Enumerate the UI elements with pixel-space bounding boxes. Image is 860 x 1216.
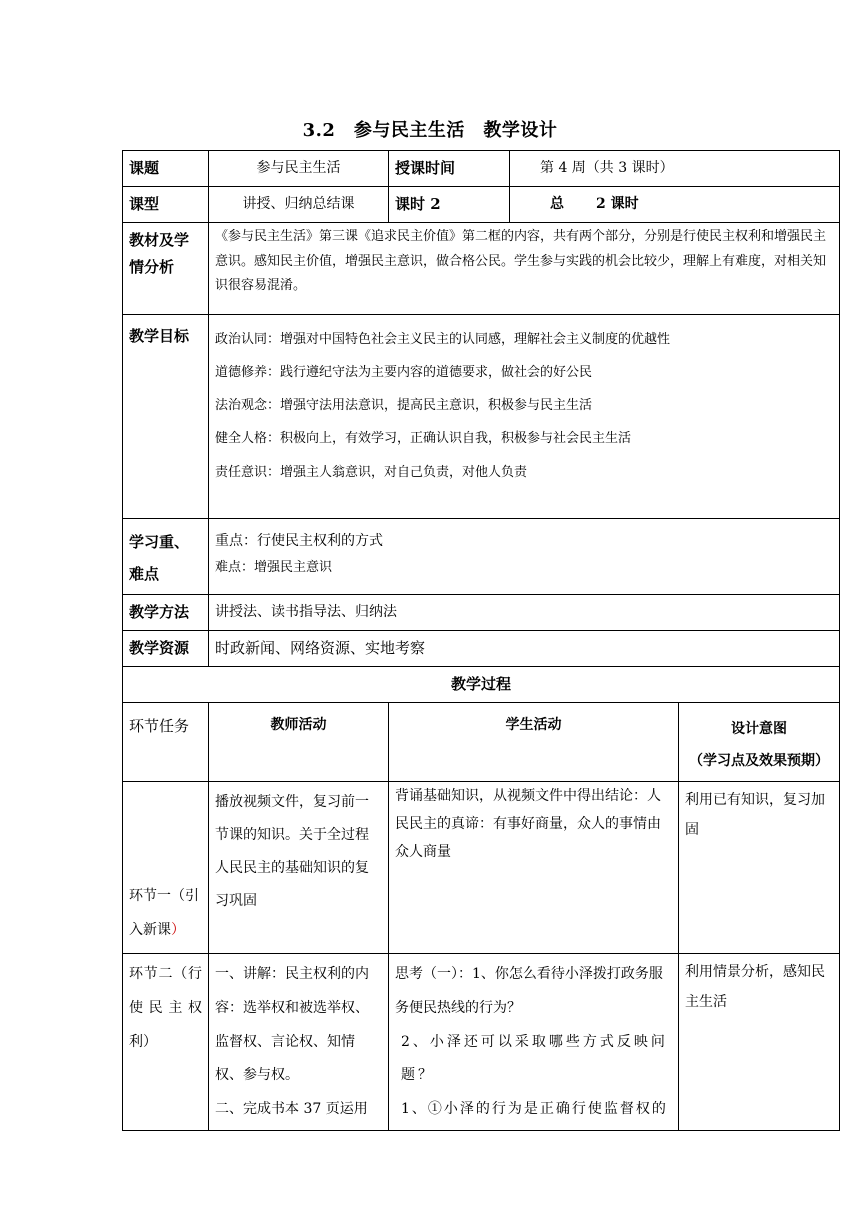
total-cell xyxy=(510,187,840,223)
methods-row xyxy=(123,595,840,631)
process-step-row xyxy=(123,782,840,954)
step-task-end: ） xyxy=(171,921,185,938)
time-label: 授课时间 xyxy=(389,151,510,187)
type-label: 课型 xyxy=(123,187,209,223)
methods-label: 教学方法 xyxy=(123,595,209,631)
key-points-cell xyxy=(209,519,840,595)
analysis-text: 《参与民主生活》第三课《追求民主价值》第二框的内容，共有两个部分，分别是行使民主权利和增强民主意识。感知民主价值，增强民主意识，做合格公民。学生参与实践的机会比较少，理解上有难度，对相关知识很容易混淆。 xyxy=(209,223,840,315)
resources-label: 教学资源 xyxy=(123,631,209,667)
total-value: 2 课时 xyxy=(596,195,639,212)
goal-item: 责任意识：增强主人翁意识，对自己负责，对他人负责 xyxy=(215,464,528,480)
goals-row xyxy=(123,315,840,519)
step-task: 环节二（行使民主权利） xyxy=(123,954,209,1131)
methods-value: 讲授法、读书指导法、归纳法 xyxy=(209,595,840,631)
total-label: 总 xyxy=(550,195,564,212)
lesson-plan-table xyxy=(122,150,840,1131)
type-row xyxy=(123,187,840,223)
header-intent: 设计意图 xyxy=(731,721,787,737)
goal-item: 法治观念：增强守法用法意识，提高民主意识，积极参与民主生活 xyxy=(215,398,593,414)
header-intent-cell xyxy=(679,703,840,782)
header-task: 环节任务 xyxy=(123,703,209,782)
header-intent-sub: （学习点及效果预期） xyxy=(689,753,829,770)
topic-label: 课题 xyxy=(123,151,209,187)
key-points-label: 学习重、难点 xyxy=(123,519,209,595)
analysis-label: 教材及学情分析 xyxy=(123,223,209,315)
goal-item: 政治认同：增强对中国特色社会主义民主的认同感，理解社会主义制度的优越性 xyxy=(215,332,671,347)
process-step-row xyxy=(123,954,840,1131)
step-student: 背诵基础知识，从视频文件中得出结论：人民民主的真谛：有事好商量，众人的事情由众人商量 xyxy=(389,782,679,954)
goal-item: 道德修养：践行遵纪守法为主要内容的道德要求，做社会的好公民 xyxy=(215,365,593,381)
time-value: 第 4 周（共 3 课时） xyxy=(510,151,840,187)
resources-value: 时政新闻、网络资源、实地考察 xyxy=(209,631,840,667)
analysis-row xyxy=(123,223,840,315)
step-task xyxy=(123,782,209,954)
key-points-row xyxy=(123,519,840,595)
goal-item: 健全人格：积极向上，有效学习，正确认识自我，积极参与社会民主生活 xyxy=(215,431,632,447)
topic-row xyxy=(123,151,840,187)
step-student-text: 思考（一）：1、你怎么看待小泽拨打政务服务便民热线的行为？ xyxy=(395,966,663,1016)
document-title: 3.2 参与民主生活 教学设计 xyxy=(302,120,558,141)
step-intent: 利用已有知识，复习加固 xyxy=(679,782,840,954)
header-student: 学生活动 xyxy=(389,703,679,782)
difficult-point: 难点：增强民主意识 xyxy=(215,560,333,576)
process-title-row xyxy=(123,667,840,703)
goals-label: 教学目标 xyxy=(123,315,209,519)
step-student-text: 1、①小泽的行为是正确行使监督权的 xyxy=(401,1100,668,1117)
topic-value: 参与民主生活 xyxy=(209,151,389,187)
key-point: 重点：行使民主权利的方式 xyxy=(215,533,383,549)
type-value: 讲授、归纳总结课 xyxy=(209,187,389,223)
step-student-text: 2、小泽还可以采取哪些方式反映问题？ xyxy=(401,1033,668,1084)
step-student xyxy=(389,954,679,1131)
resources-row xyxy=(123,631,840,667)
step-teacher xyxy=(209,954,389,1131)
step-teacher-text: 一、讲解：民主权利的内容：选举权和被选举权、监督权、言论权、知情权、参与权。 xyxy=(215,966,369,1084)
step-teacher: 播放视频文件，复习前一节课的知识。关于全过程人民民主的基础知识的复习巩固 xyxy=(209,782,389,954)
process-title: 教学过程 xyxy=(123,667,840,703)
header-teacher: 教师活动 xyxy=(209,703,389,782)
period-label: 课时 2 xyxy=(389,187,510,223)
step-task-text: 环节一（引入新课 xyxy=(129,888,199,938)
process-header-row xyxy=(123,703,840,782)
step-intent: 利用情景分析，感知民主生活 xyxy=(679,954,840,1131)
step-teacher-text: 二、完成书本 37 页运用 xyxy=(215,1100,368,1117)
goals-list xyxy=(209,315,840,519)
